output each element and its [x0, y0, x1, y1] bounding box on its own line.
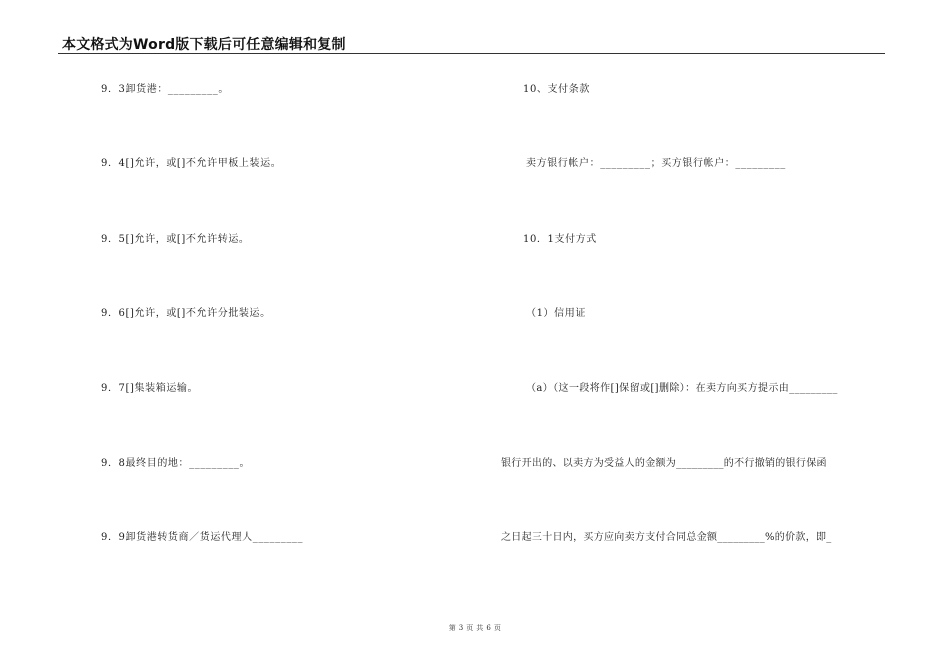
- header-divider: [58, 53, 885, 54]
- right-line-10-1: 10．1支付方式: [523, 234, 597, 245]
- left-line-9-6: 9．6[]允许，或[]不允许分批装运。: [101, 308, 271, 319]
- left-line-9-5: 9．5[]允许，或[]不允许转运。: [101, 234, 250, 245]
- left-line-9-9: 9．9卸货港转货商／货运代理人_________: [101, 532, 304, 543]
- right-line-bank-guarantee: 银行开出的、以卖方为受益人的金额为_________的不行撤销的银行保函: [501, 458, 827, 469]
- left-line-9-3: 9．3卸货港：_________。: [101, 84, 229, 95]
- right-line-payment-within-30-days: 之日起三十日内，买方应向卖方支付合同总金额_________%的价款，即_: [501, 532, 832, 543]
- right-line-a-clause: （a）（这一段将作[]保留或[]删除）：在卖方向买方提示由_________: [526, 383, 838, 394]
- left-line-9-8: 9．8最终目的地：_________。: [101, 458, 251, 469]
- right-line-bank-accounts: 卖方银行帐户：_________；买方银行帐户：_________: [526, 158, 786, 169]
- right-line-10-title: 10、支付条款: [523, 84, 590, 95]
- right-line-letter-of-credit: （1）信用证: [526, 308, 586, 319]
- page-number-footer: 第 3 页 共 6 页: [448, 624, 502, 632]
- page-header-title: 本文格式为Word版下载后可任意编辑和复制: [62, 37, 346, 53]
- left-line-9-7: 9．7[]集装箱运输。: [101, 383, 199, 394]
- left-line-9-4: 9．4[]允许，或[]不允许甲板上装运。: [101, 158, 282, 169]
